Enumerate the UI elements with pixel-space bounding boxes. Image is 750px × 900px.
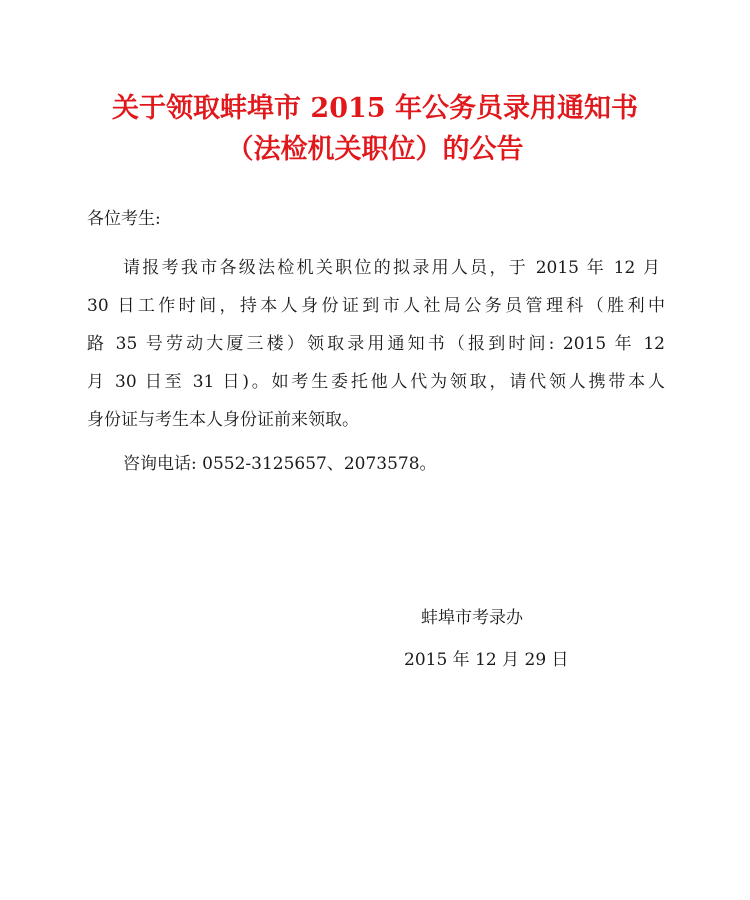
contact-phone: 咨询电话: 0552-3125657、2073578。: [123, 454, 437, 474]
body-line-3: 路 35 号劳动大厦三楼）领取录用通知书（报到时间: 2015 年 12: [87, 334, 665, 354]
issue-date: 2015 年 12 月 29 日: [404, 650, 569, 670]
body-line-1: 请报考我市各级法检机关职位的拟录用人员，于 2015 年 12 月: [123, 258, 660, 278]
issuer-signature: 蚌埠市考录办: [421, 608, 523, 628]
notice-title-line-2: （法检机关职位）的公告: [226, 134, 524, 165]
notice-title-line-1: 关于领取蚌埠市 2015 年公务员录用通知书: [112, 93, 638, 124]
body-line-4: 月 30 日至 31 日)。如考生委托他人代为领取，请代领人携带本人: [87, 372, 665, 392]
salutation: 各位考生:: [87, 209, 161, 229]
body-line-2: 30 日工作时间，持本人身份证到市人社局公务员管理科（胜利中: [87, 296, 665, 316]
body-line-5: 身份证与考生本人身份证前来领取。: [87, 410, 359, 430]
